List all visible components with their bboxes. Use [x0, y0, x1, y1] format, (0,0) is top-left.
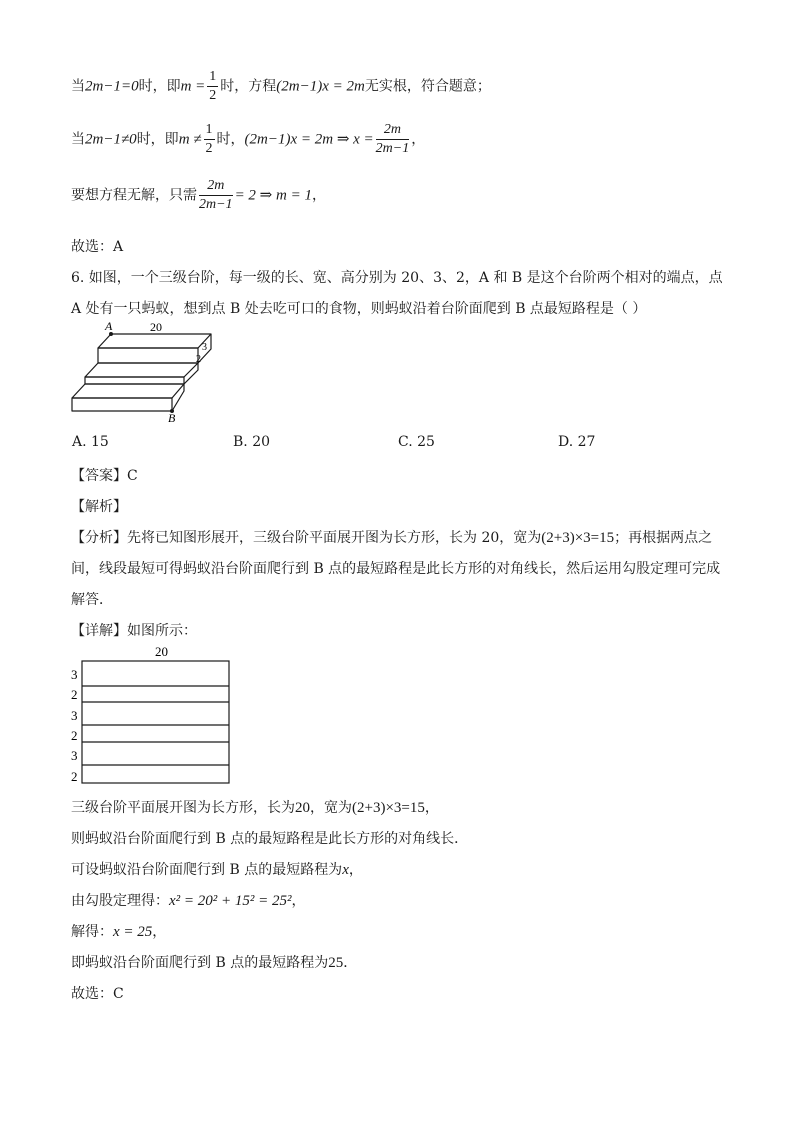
step-3: [71, 859, 363, 879]
math-expr: (2m−1)x = 2m ⇒ x =: [244, 131, 374, 148]
fraction: [376, 121, 410, 158]
fraction-numerator: 2m: [199, 177, 233, 196]
text: ；再根据两点之: [614, 530, 713, 546]
fraction: [207, 68, 218, 105]
point-b-label: B: [168, 411, 176, 425]
stair-riser-middle: [85, 377, 184, 384]
fraction: [204, 121, 215, 158]
math-expr: 2m−1≠0: [85, 131, 137, 148]
analysis-line-1: [71, 527, 712, 547]
row-label: 2: [71, 769, 78, 784]
text: ，宽为: [310, 800, 352, 816]
prev-answer: 故选：A: [71, 239, 124, 255]
text: 可设蚂蚁沿台阶面爬行到 B 点的最短路程为: [71, 862, 343, 878]
math-expr: x: [342, 862, 349, 878]
analysis-line-2: 间，线段最短可得蚂蚁沿台阶面爬行到 B 点的最短路程是此长方形的对角线长，然后运用勾股定理可完成: [71, 561, 721, 577]
text: ，: [311, 187, 326, 204]
fraction-denominator: 2m−1: [199, 197, 233, 212]
stair-step-top: [98, 334, 211, 348]
option-a[interactable]: A. 15: [72, 434, 109, 450]
text: 当: [71, 78, 85, 95]
text: 当: [71, 131, 85, 148]
step-6: [71, 952, 357, 972]
math-expr: (2+3)×3=15: [352, 800, 425, 816]
text: 解得：: [71, 924, 113, 940]
math-expr: m =: [180, 78, 206, 95]
height-label: 2: [196, 354, 201, 365]
option-d[interactable]: D. 27: [558, 434, 596, 450]
fraction: [199, 177, 233, 214]
row-label: 2: [71, 728, 78, 743]
row-label: 3: [71, 748, 78, 763]
question-line-1: 6. 如图，一个三级台阶，每一级的长、宽、高分别为 20、3、2，A 和 B 是这个台阶两个相对的端点，点: [71, 270, 723, 286]
stair-step-bottom: [72, 384, 184, 398]
text: ，: [291, 893, 306, 909]
stair-step-middle: [85, 363, 198, 377]
staircase-figure: [66, 320, 226, 426]
option-b[interactable]: B. 20: [233, 434, 271, 450]
fraction-denominator: 2: [209, 88, 217, 103]
final-answer: 故选：C: [71, 986, 124, 1002]
option-c[interactable]: C. 25: [398, 434, 435, 450]
prev-line-2: [71, 121, 425, 158]
fraction-denominator: 2m−1: [375, 141, 410, 156]
text: 三级台阶平面展开图为长方形，长为: [71, 800, 295, 816]
fraction-numerator: 2m: [376, 121, 410, 140]
row-label: 2: [71, 687, 78, 702]
fraction-denominator: 2: [205, 141, 213, 156]
step-2: 则蚂蚁沿台阶面爬行到 B 点的最短路程是此长方形的对角线长．: [71, 831, 469, 847]
text: 时，即: [138, 78, 181, 95]
prev-line-1: [71, 68, 491, 105]
row-label: 3: [71, 708, 78, 723]
analysis-line-3: 解答．: [71, 592, 113, 608]
text: ，: [152, 924, 167, 940]
fraction-numerator: 1: [204, 121, 215, 140]
text: 时，即: [136, 131, 179, 148]
step-1: [71, 797, 439, 817]
text: ，: [411, 131, 426, 148]
math-expr: m ≠: [178, 131, 202, 148]
text: 即蚂蚁沿台阶面爬行到 B 点的最短路程为: [71, 955, 329, 971]
fraction-numerator: 1: [207, 68, 218, 87]
answer-tag: 【答案】C: [71, 468, 138, 484]
top-length-label: 20: [155, 644, 168, 659]
math-expr: (2+3)×3=15: [541, 530, 615, 546]
math-expr: 2m−1=0: [85, 78, 139, 95]
math-expr: x² = 20² + 15² = 25²: [169, 893, 292, 909]
point-a-label: A: [105, 320, 113, 333]
question-line-2: A 处有一只蚂蚁，想到点 B 处去吃可口的食物，则蚂蚁沿着台阶面爬到 B 点最短路程是（ ）: [71, 301, 647, 317]
stair-riser-top: [98, 348, 198, 363]
stair-riser-bottom: [72, 398, 172, 411]
text: 由勾股定理得：: [71, 893, 169, 909]
text: ，: [348, 862, 363, 878]
text: 无实根，符合题意；: [364, 78, 491, 95]
unfolded-rectangle-figure: [68, 643, 236, 786]
detail-tag: 【详解】如图所示：: [71, 623, 197, 639]
length-label: 20: [150, 320, 162, 334]
math-expr: 20: [295, 800, 310, 816]
text: ，: [424, 800, 439, 816]
step-4: [71, 890, 306, 910]
math-expr: (2m−1)x = 2m: [276, 78, 365, 95]
text: 要想方程无解，只需: [71, 187, 197, 204]
text: 【分析】先将已知图形展开，三级台阶平面展开图为长方形，长为 20，宽为: [71, 530, 542, 546]
text: 时，: [216, 131, 245, 148]
prev-line-3: [71, 177, 326, 214]
text: ．: [343, 955, 358, 971]
math-expr: = 2 ⇒ m = 1: [234, 187, 312, 204]
math-expr: 25: [328, 955, 344, 971]
width-label: 3: [202, 342, 207, 353]
row-label: 3: [71, 667, 78, 682]
step-5: [71, 921, 166, 941]
text: 时，方程: [220, 78, 277, 95]
analysis-tag: 【解析】: [71, 499, 127, 515]
math-expr: x = 25: [113, 924, 153, 940]
